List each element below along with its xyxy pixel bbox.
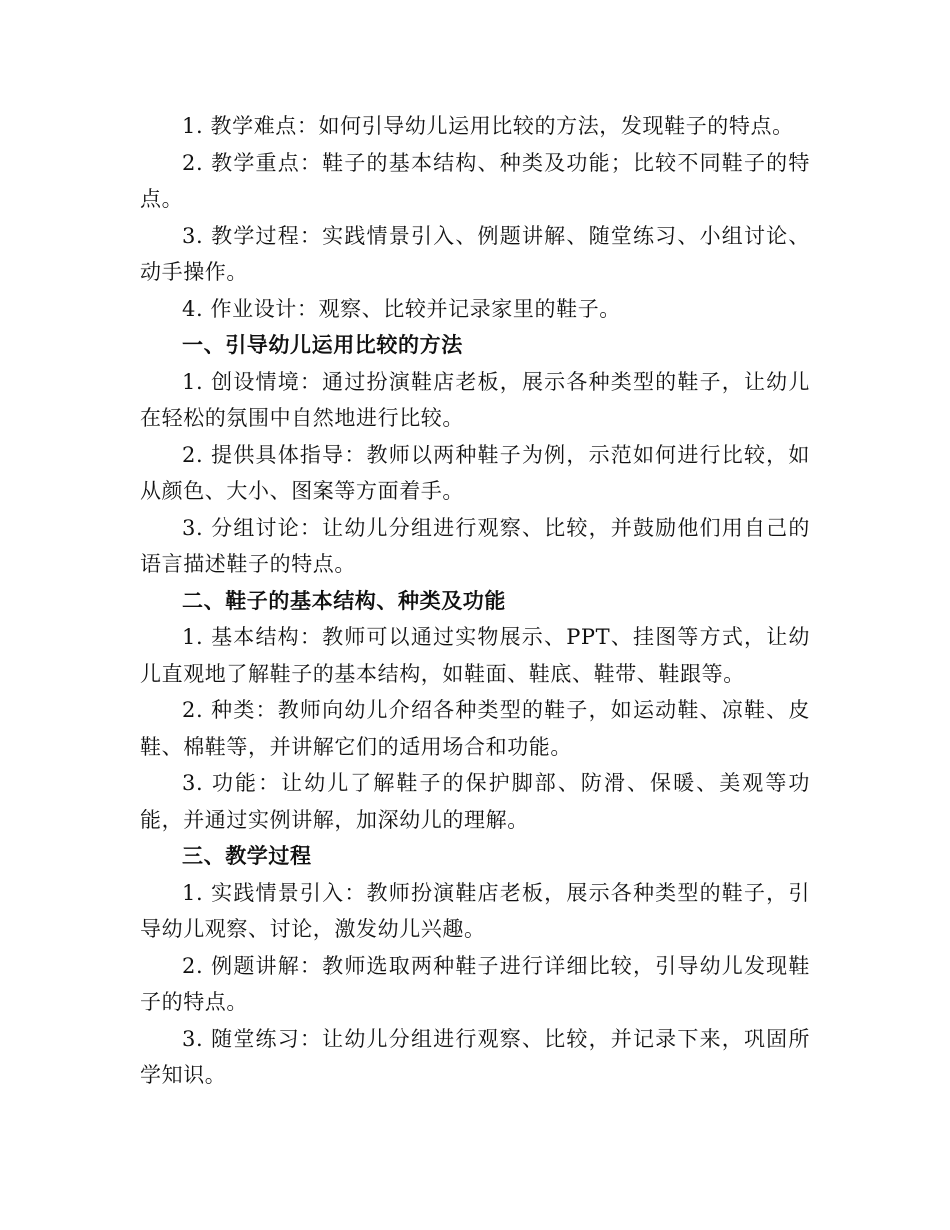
section-heading-3: 三、教学过程 — [182, 844, 312, 868]
intro-paragraph: 3. 教学过程：实践情景引入、例题讲解、随堂练习、小组讨论、动手操作。 — [140, 223, 810, 284]
section3-paragraph: 1. 实践情景引入：教师扮演鞋店老板，展示各种类型的鞋子，引导幼儿观察、讨论，激发幼儿兴趣。 — [140, 880, 810, 941]
section-heading-1: 一、引导幼儿运用比较的方法 — [182, 333, 463, 357]
section1-paragraph: 3. 分组讨论：让幼儿分组进行观察、比较，并鼓励他们用自己的语言描述鞋子的特点。 — [140, 515, 810, 576]
section-heading-2: 二、鞋子的基本结构、种类及功能 — [182, 588, 506, 613]
section2-paragraph: 2. 种类：教师向幼儿介绍各种类型的鞋子，如运动鞋、凉鞋、皮鞋、棉鞋等，并讲解它们的适用场合和功能。 — [140, 698, 810, 759]
section2-paragraph: 1. 基本结构：教师可以通过实物展示、PPT、挂图等方式，让幼儿直观地了解鞋子的基本结构，如鞋面、鞋底、鞋带、鞋跟等。 — [140, 625, 810, 686]
section1-paragraph: 1. 创设情境：通过扮演鞋店老板，展示各种类型的鞋子，让幼儿在轻松的氛围中自然地进行比较。 — [140, 369, 810, 430]
section3-paragraph: 2. 例题讲解：教师选取两种鞋子进行详细比较，引导幼儿发现鞋子的特点。 — [140, 953, 810, 1014]
section3-paragraph: 3. 随堂练习：让幼儿分组进行观察、比较，并记录下来，巩固所学知识。 — [140, 1026, 810, 1087]
section1-paragraph: 2. 提供具体指导：教师以两种鞋子为例，示范如何进行比较，如从颜色、大小、图案等方面着手。 — [140, 442, 810, 503]
intro-paragraph: 4. 作业设计：观察、比较并记录家里的鞋子。 — [182, 296, 621, 321]
document-body — [140, 108, 810, 1094]
section2-paragraph: 3. 功能：让幼儿了解鞋子的保护脚部、防滑、保暖、美观等功能，并通过实例讲解，加深幼儿的理解。 — [140, 771, 810, 832]
intro-paragraph: 1. 教学难点：如何引导幼儿运用比较的方法，发现鞋子的特点。 — [182, 114, 794, 138]
intro-paragraph: 2. 教学重点：鞋子的基本结构、种类及功能；比较不同鞋子的特点。 — [140, 150, 810, 211]
